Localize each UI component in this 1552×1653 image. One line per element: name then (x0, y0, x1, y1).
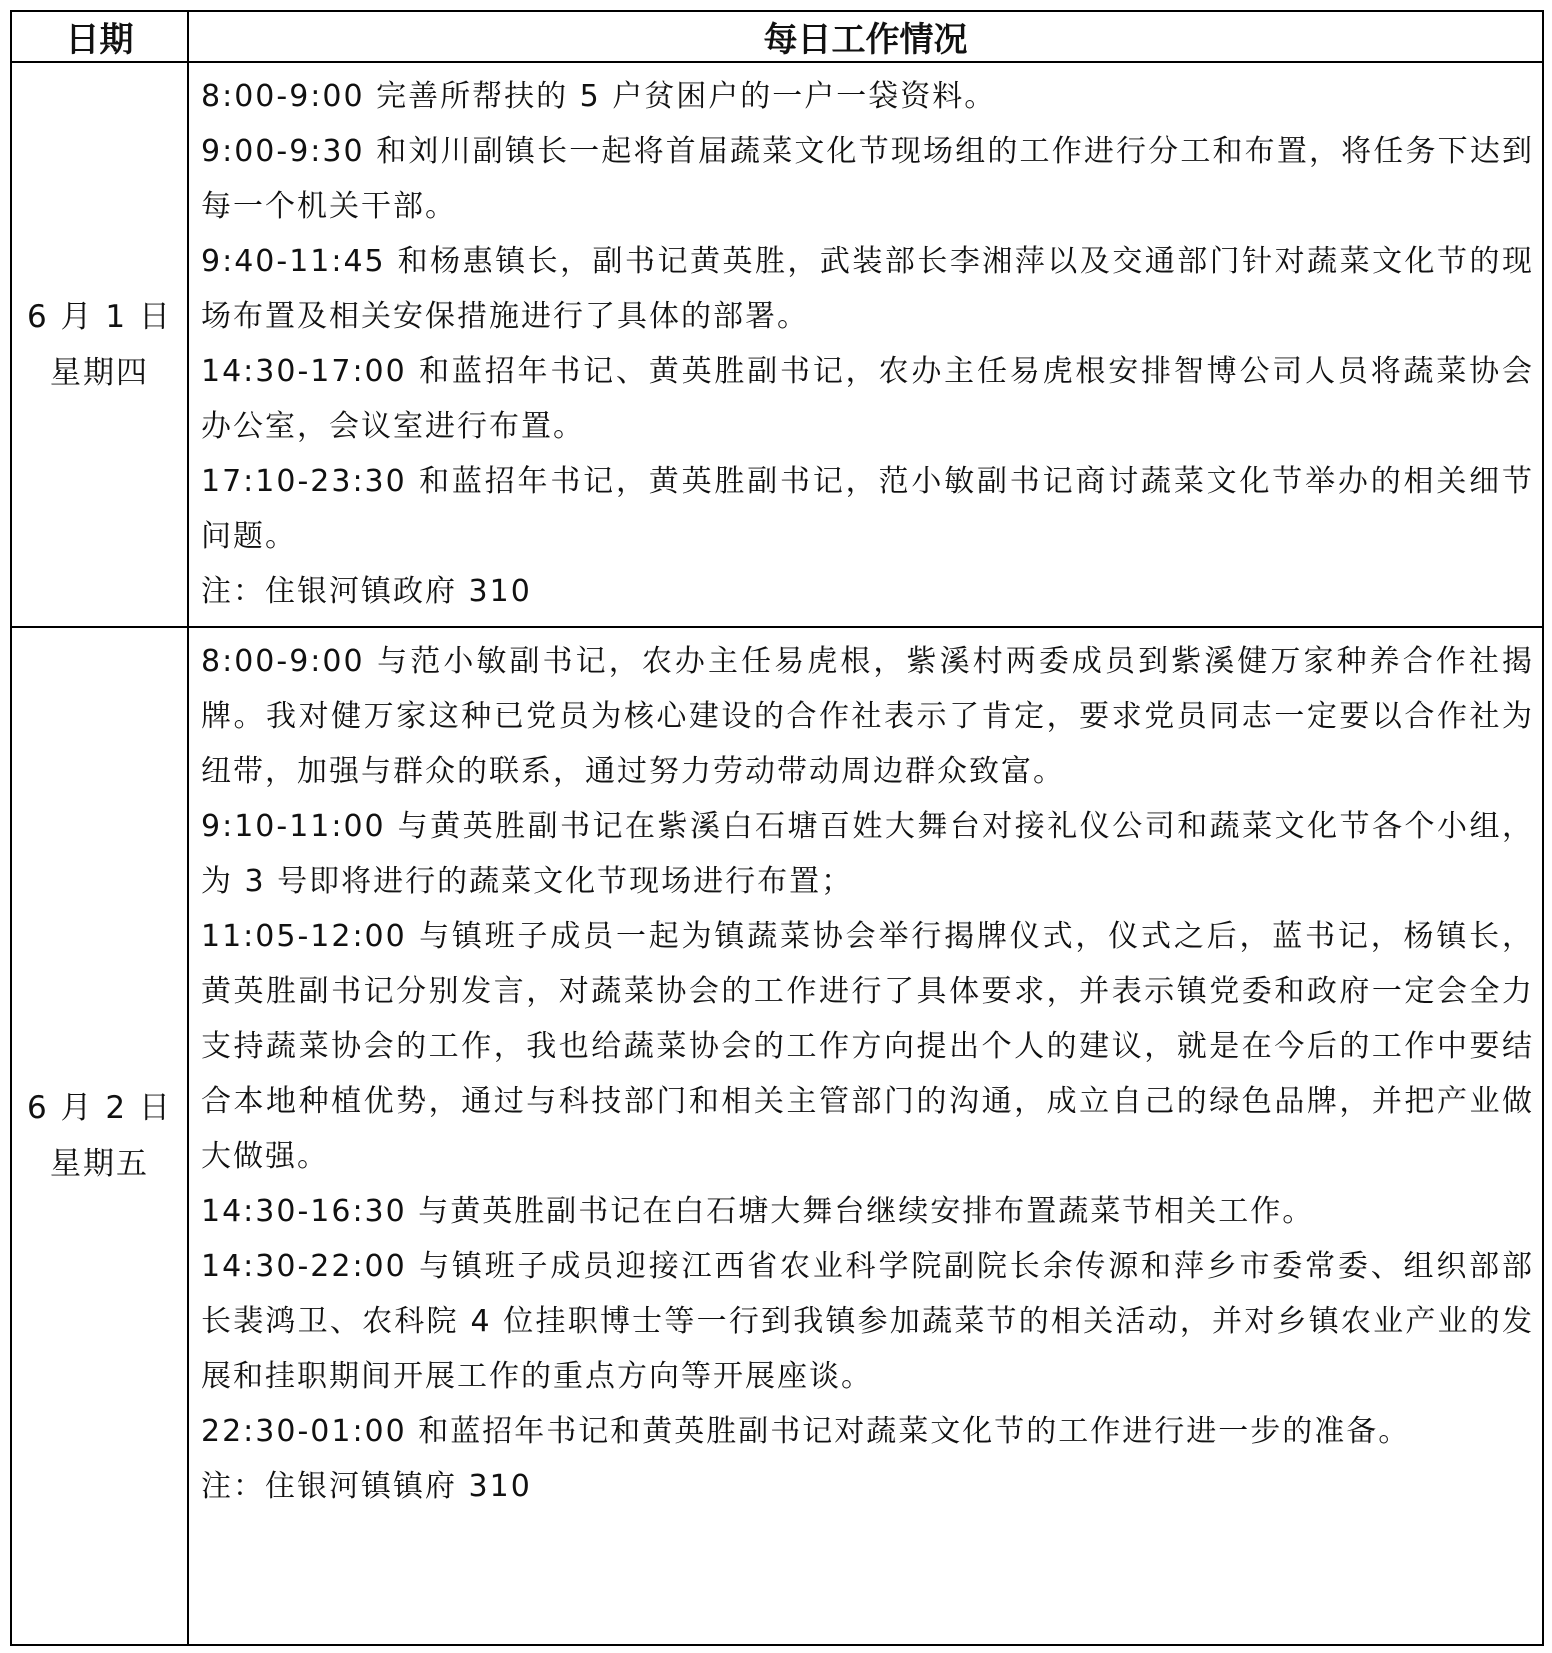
date-text: 6 月 1 日 (26, 298, 172, 335)
work-entry: 14:30-16:30 与黄英胜副书记在白石塘大舞台继续安排布置蔬菜节相关工作。 (201, 1194, 1315, 1229)
work-entry: 17:10-23:30 和蓝招年书记，黄英胜副书记，范小敏副书记商讨蔬菜文化节举办的相关细节问题。 (201, 464, 1534, 554)
work-cell (188, 627, 1543, 1645)
table-row (11, 62, 1543, 627)
weekday-text: 星期五 (50, 1146, 149, 1182)
lodging-note: 注：住银河镇政府 310 (201, 574, 532, 609)
date-text: 6 月 2 日 (26, 1090, 172, 1126)
work-entry: 9:10-11:00 与黄英胜副书记在紫溪白石塘百姓大舞台对接礼仪公司和蔬菜文化节各个小组，为 3 号即将进行的蔬菜文化节现场进行布置； (201, 809, 1534, 899)
work-entry: 14:30-22:00 与镇班子成员迎接江西省农业科学院副院长余传源和萍乡市委常委、组织部部长裴鸿卫、农科院 4 位挂职博士等一行到我镇参加蔬菜节的相关活动，并对乡镇农业产业的发展和挂职期间开展工作的重点方向等开展座谈。 (201, 1249, 1534, 1394)
work-entry: 22:30-01:00 和蓝招年书记和黄英胜副书记对蔬菜文化节的工作进行进一步的准备。 (201, 1414, 1411, 1449)
header-row (11, 11, 1543, 62)
work-entry: 9:00-9:30 和刘川副镇长一起将首届蔬菜文化节现场组的工作进行分工和布置，将任务下达到每一个机关干部。 (201, 134, 1534, 224)
work-cell (188, 62, 1543, 627)
work-entry: 8:00-9:00 完善所帮扶的 5 户贫困户的一户一袋资料。 (201, 79, 997, 114)
weekday-text: 星期四 (50, 354, 149, 391)
header-date: 日期 (11, 11, 188, 62)
table-row (11, 627, 1543, 1645)
header-work: 每日工作情况 (188, 11, 1543, 62)
lodging-note: 注：住银河镇镇府 310 (201, 1469, 532, 1504)
work-entry: 9:40-11:45 和杨惠镇长，副书记黄英胜，武装部长李湘萍以及交通部门针对蔬菜文化节的现场布置及相关安保措施进行了具体的部署。 (201, 244, 1534, 334)
work-entry: 8:00-9:00 与范小敏副书记，农办主任易虎根，紫溪村两委成员到紫溪健万家种养合作社揭牌。我对健万家这种已党员为核心建设的合作社表示了肯定，要求党员同志一定要以合作社为纽带，加强与群众的联系，通过努力劳动带动周边群众致富。 (201, 644, 1534, 789)
work-entry: 14:30-17:00 和蓝招年书记、黄英胜副书记，农办主任易虎根安排智博公司人员将蔬菜协会办公室，会议室进行布置。 (201, 354, 1534, 444)
daily-work-table (10, 10, 1544, 1646)
work-entry: 11:05-12:00 与镇班子成员一起为镇蔬菜协会举行揭牌仪式，仪式之后，蓝书记，杨镇长，黄英胜副书记分别发言，对蔬菜协会的工作进行了具体要求，并表示镇党委和政府一定会全力支持蔬菜协会的工作，我也给蔬菜协会的工作方向提出个人的建议，就是在今后的工作中要结合本地种植优势，通过与科技部门和相关主管部门的沟通，成立自己的绿色品牌，并把产业做大做强。 (201, 919, 1534, 1174)
date-cell (11, 62, 188, 627)
date-cell (11, 627, 188, 1645)
